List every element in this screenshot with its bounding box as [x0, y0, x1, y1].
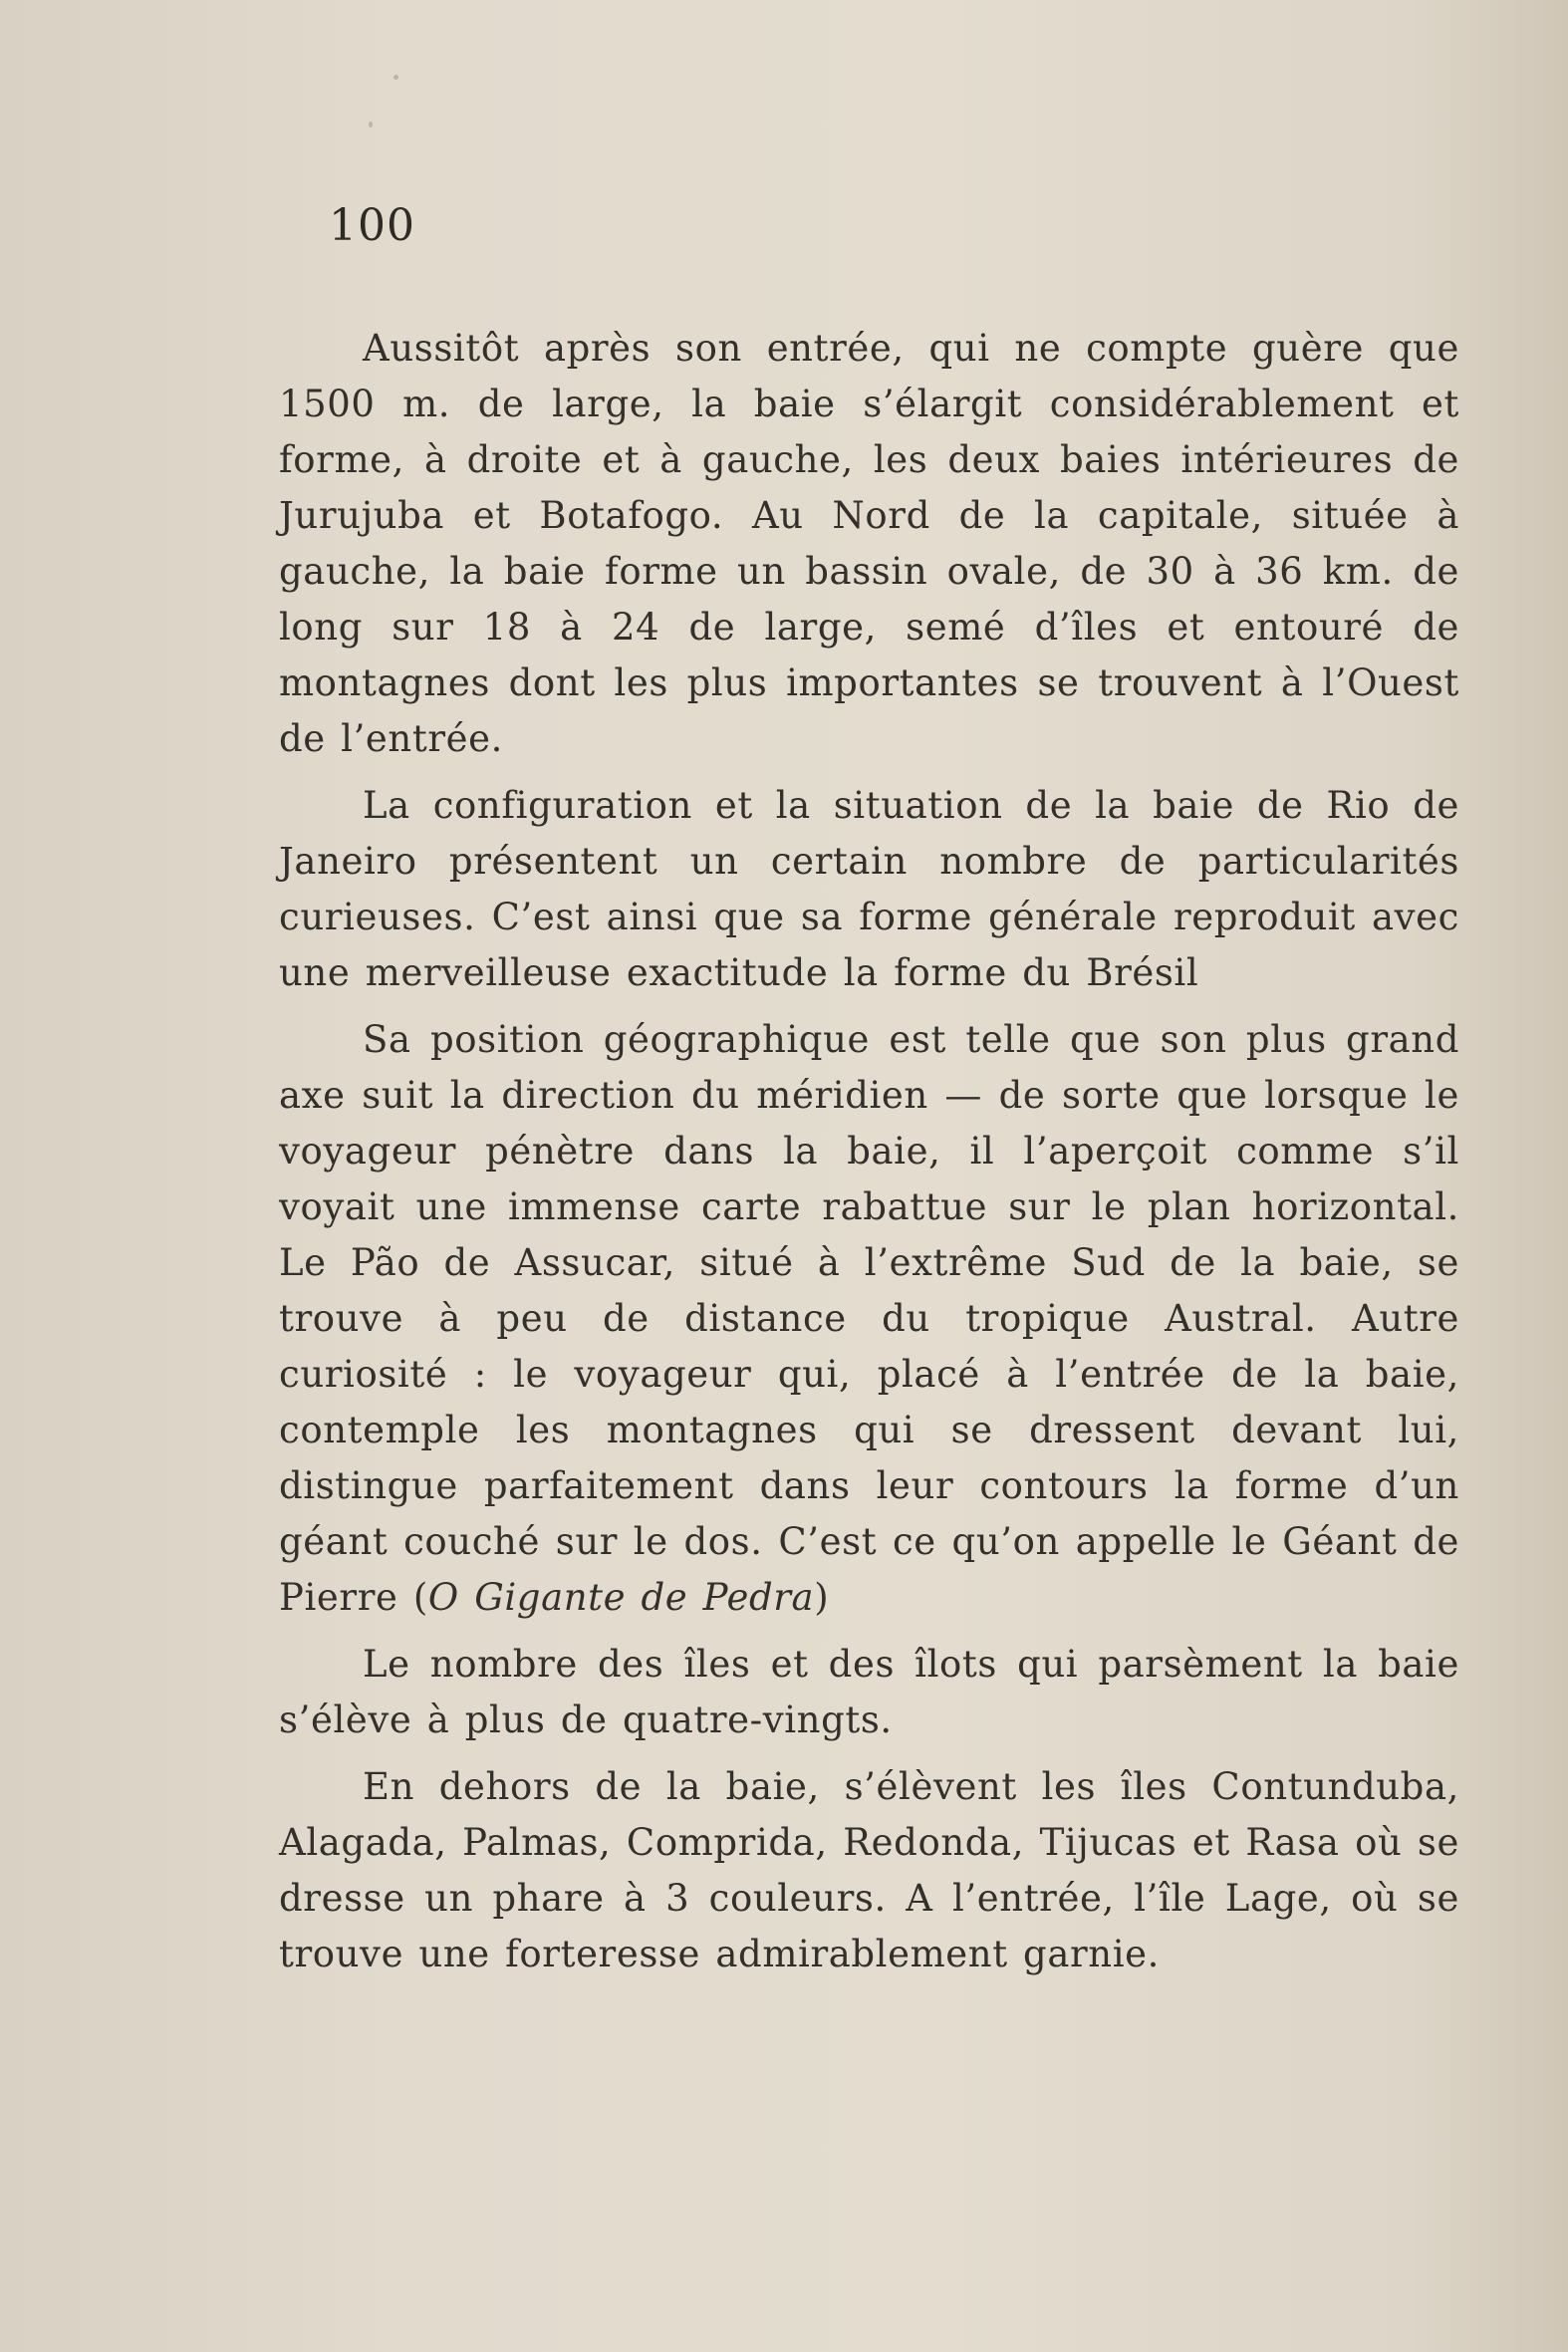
- paper-speck: [369, 122, 373, 128]
- paragraph-outer-islands: En dehors de la baie, s’élèvent les îles Contunduba, Alagada, Palmas, Comprida, Redonda, Tijucas et Rasa où se dresse un phare à 3 couleurs. A l’entrée, l’île Lage, où se trouve une forteresse admirablement garnie.: [279, 1765, 1459, 1975]
- position-text: Sa position géographique est telle que son plus grand axe suit la direction du méridien — de sorte que lorsque le voyageur pénètre dans la baie, il l’aperçoit comme s’il voyait une immense carte rabattue sur le plan horizontal. Le Pão de Assucar, situé à l’extrême Sud de la baie, se trouve à peu de distance du tropique Austral. Autre curiosité : le voyageur qui, placé à l’entrée de la baie, contemple les montagnes qui se dressent devant lui, distingue parfaitement dans leur contours la forme d’un géant couché sur le dos. C’est ce qu’on appelle le Géant de Pierre (: [279, 1018, 1459, 1619]
- paragraph-configuration: La configuration et la situation de la baie de Rio de Janeiro présentent un certain nombre de particularités curieuses. C’est ainsi que sa forme générale reproduit avec une merveilleuse exactitude la forme du Brésil: [279, 784, 1459, 994]
- closing-paren: ): [814, 1576, 830, 1619]
- body-text: [279, 321, 1459, 1982]
- paragraph-islands-count: Le nombre des îles et des îlots qui parsèment la baie s’élève à plus de quatre-vingts.: [279, 1643, 1459, 1741]
- paragraph-geographic-position: [279, 1012, 1459, 1626]
- page-number: 100: [329, 200, 415, 251]
- paper-speck: [393, 75, 398, 80]
- paragraph-bay-entrance: Aussitôt après son entrée, qui ne compte guère que 1500 m. de large, la baie s’élargit considérablement et forme, à droite et à gauche, les deux baies intérieures de Jurujuba et Botafogo. Au Nord de la capitale, située à gauche, la baie forme un bassin ovale, de 30 à 36 km. de long sur 18 à 24 de large, semé d’îles et entouré de montagnes dont les plus importantes se trouvent à l’Ouest de l’entrée.: [279, 327, 1459, 760]
- giant-name-italic: O Gigante de Pedra: [427, 1576, 815, 1619]
